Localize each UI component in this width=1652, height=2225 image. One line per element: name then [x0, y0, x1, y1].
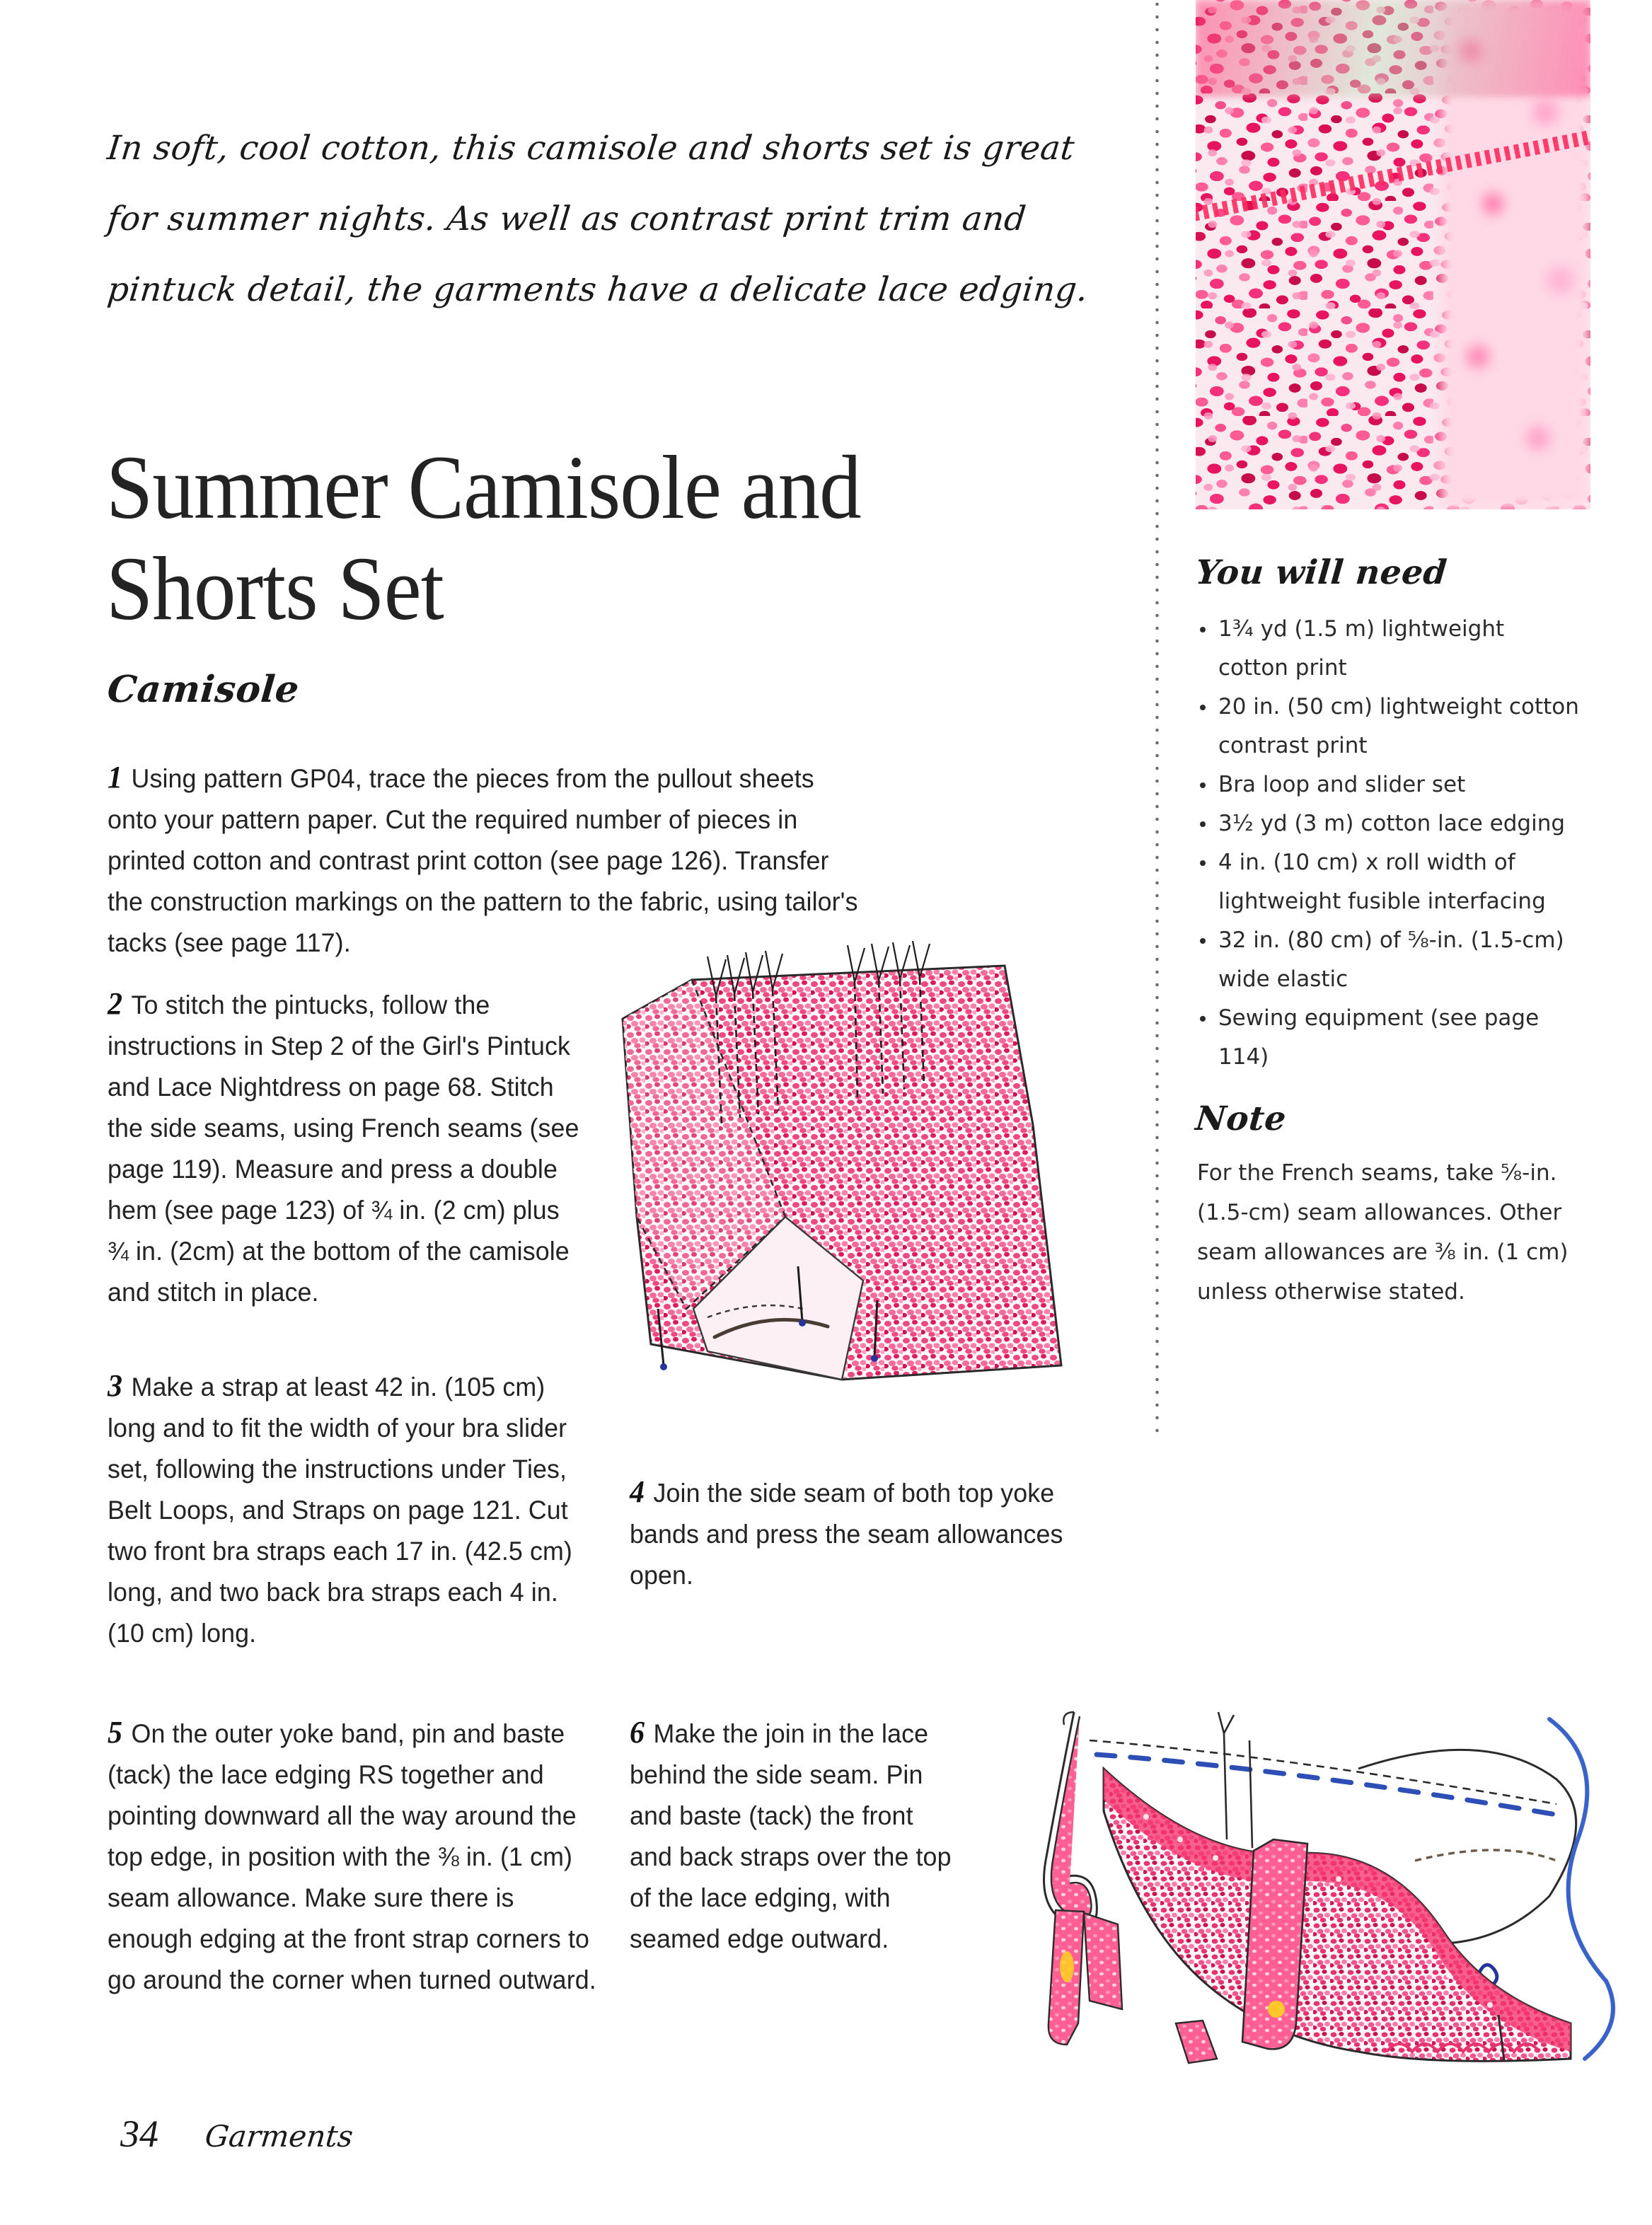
- intro-line-3: pintuck detail, the garments have a delicate lace edging.: [105, 270, 1090, 309]
- step-6-text: Make the join in the lace behind the side seam. Pin and baste (tack) the front and back straps over the top of the lace edging, with seamed edge outward.: [630, 1718, 952, 1953]
- step-5-text: On the outer yoke band, pin and baste (tack) the lace edging RS together and pointing downward all the way around the top edge, in position with the ⅜ in. (1 cm) seam allowance. Make sure there is enough edging at the front strap corners to go around the corner when turned outward.: [108, 1718, 596, 1994]
- step-2: [108, 983, 584, 1312]
- strap-slider: [1060, 1951, 1074, 1982]
- step-6: [630, 1712, 954, 1959]
- note-body: For the French seams, take ⅝-in. (1.5-cm) seam allowances. Other seam allowances are ⅜ in. (1 cm) unless otherwise stated.: [1197, 1160, 1569, 1305]
- step-2-number: 2: [108, 986, 123, 1021]
- dotted-column-divider: [1153, 0, 1161, 1440]
- step-5: [108, 1712, 601, 2000]
- step-1-number: 1: [108, 760, 123, 794]
- blue-thread: [1549, 1719, 1613, 2059]
- materials-list: [1197, 610, 1579, 1077]
- list-item: 20 in. (50 cm) lightweight cotton contrast print: [1197, 688, 1579, 765]
- basting-stitches: [1097, 1755, 1556, 1815]
- list-item: 4 in. (10 cm) x roll width of lightweight fusible interfacing: [1197, 843, 1579, 921]
- illustration-yoke-band-straps: [990, 1627, 1627, 2066]
- illustration-pintucked-panel: [608, 913, 1104, 1408]
- note-heading: Note: [1194, 1099, 1288, 1138]
- step-4-number: 4: [630, 1474, 645, 1509]
- step-4: [630, 1472, 1116, 1595]
- step-4-text: Join the side seam of both top yoke bands and press the seam allowances open.: [630, 1478, 1063, 1590]
- photo-top-blur-band: [1196, 0, 1590, 97]
- step-5-number: 5: [108, 1715, 123, 1750]
- step-3: [108, 1365, 584, 1653]
- page-title-line-1: Summer Camisole and: [106, 437, 861, 538]
- you-will-need-heading: You will need: [1194, 553, 1449, 592]
- chapter-label: Garments: [203, 2119, 355, 2154]
- list-item: 32 in. (80 cm) of ⅝-in. (1.5-cm) wide elastic: [1197, 921, 1579, 999]
- fabric-photo: [1196, 0, 1590, 509]
- step-6-number: 6: [630, 1715, 645, 1750]
- intro-line-2: for summer nights. As well as contrast print trim and: [105, 200, 1029, 238]
- step-3-number: 3: [108, 1368, 123, 1403]
- step-1-text: Using pattern GP04, trace the pieces from the pullout sheets onto your pattern paper. Cut the required number of pieces in printed cotton and contrast print cotton (see page 126). Transfer the construction markings on the pattern to the fabric, using tailor's tacks (see page 117).: [108, 763, 858, 957]
- front-strap: [1051, 1716, 1092, 1918]
- list-item: 3½ yd (3 m) cotton lace edging: [1197, 804, 1579, 843]
- page-number: 34: [120, 2113, 158, 2155]
- list-item: Sewing equipment (see page 114): [1197, 999, 1579, 1077]
- list-item: 1¾ yd (1.5 m) lightweight cotton print: [1197, 610, 1579, 688]
- step-2-text: To stitch the pintucks, follow the instructions in Step 2 of the Girl's Pintuck and Lace Nightdress on page 68. Stitch the side seams, using French seams (see page 119). Measure and press a double hem (see page 123) of ¾ in. (2 cm) plus ¾ in. (2cm) at the bottom of the camisole and stitch in place.: [108, 990, 579, 1307]
- list-item: Bra loop and slider set: [1197, 765, 1579, 804]
- page-title: [106, 437, 1014, 640]
- intro-line-1: In soft, cool cotton, this camisole and shorts set is great: [105, 129, 1077, 168]
- section-heading-camisole: Camisole: [105, 668, 301, 711]
- step-3-text: Make a strap at least 42 in. (105 cm) long and to fit the width of your bra slider set, following the instructions under Ties, Belt Loops, and Straps on page 121. Cut two front bra straps each 17 in. (42.5 cm) long, and two back bra straps each 4 in. (10 cm) long.: [108, 1372, 572, 1648]
- band-top-edge: [1090, 1740, 1556, 1804]
- intro-paragraph: [105, 113, 1112, 325]
- page-title-line-2: Shorts Set: [106, 538, 444, 639]
